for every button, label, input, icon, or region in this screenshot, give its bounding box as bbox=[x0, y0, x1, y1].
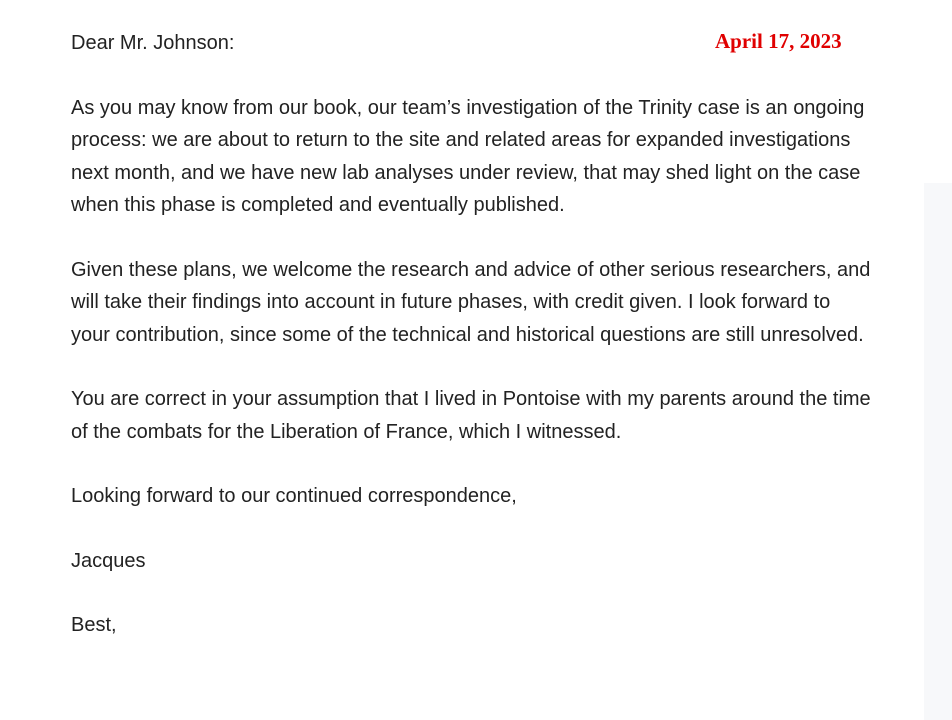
letter-paragraph: You are correct in your assumption that I lived in Pontoise with my parents around the time of the combats for the Liberation of France, which I witnessed. bbox=[71, 388, 871, 443]
letter-body bbox=[71, 27, 871, 674]
letter-paragraph: Looking forward to our continued correspondence, bbox=[71, 485, 517, 507]
letter-date: April 17, 2023 bbox=[715, 29, 842, 53]
side-panel bbox=[924, 183, 952, 720]
letter-closing: Best, bbox=[71, 614, 117, 636]
letter-paragraph: Given these plans, we welcome the research and advice of other serious researchers, and will take their findings into account in future phases, with credit given. I look forward to your contribution, since some of the technical and historical questions are still unresolved. bbox=[71, 258, 871, 346]
letter-signature: Jacques bbox=[71, 549, 146, 572]
letter-paragraph: As you may know from our book, our team’s investigation of the Trinity case is an ongoing process: we are about to return to the site and related areas for expanded investigations next month, and we have new lab analyses under review, that may shed light on the case when this phase is completed and eventually published. bbox=[71, 96, 865, 216]
letter-greeting: Dear Mr. Johnson: bbox=[71, 32, 235, 54]
